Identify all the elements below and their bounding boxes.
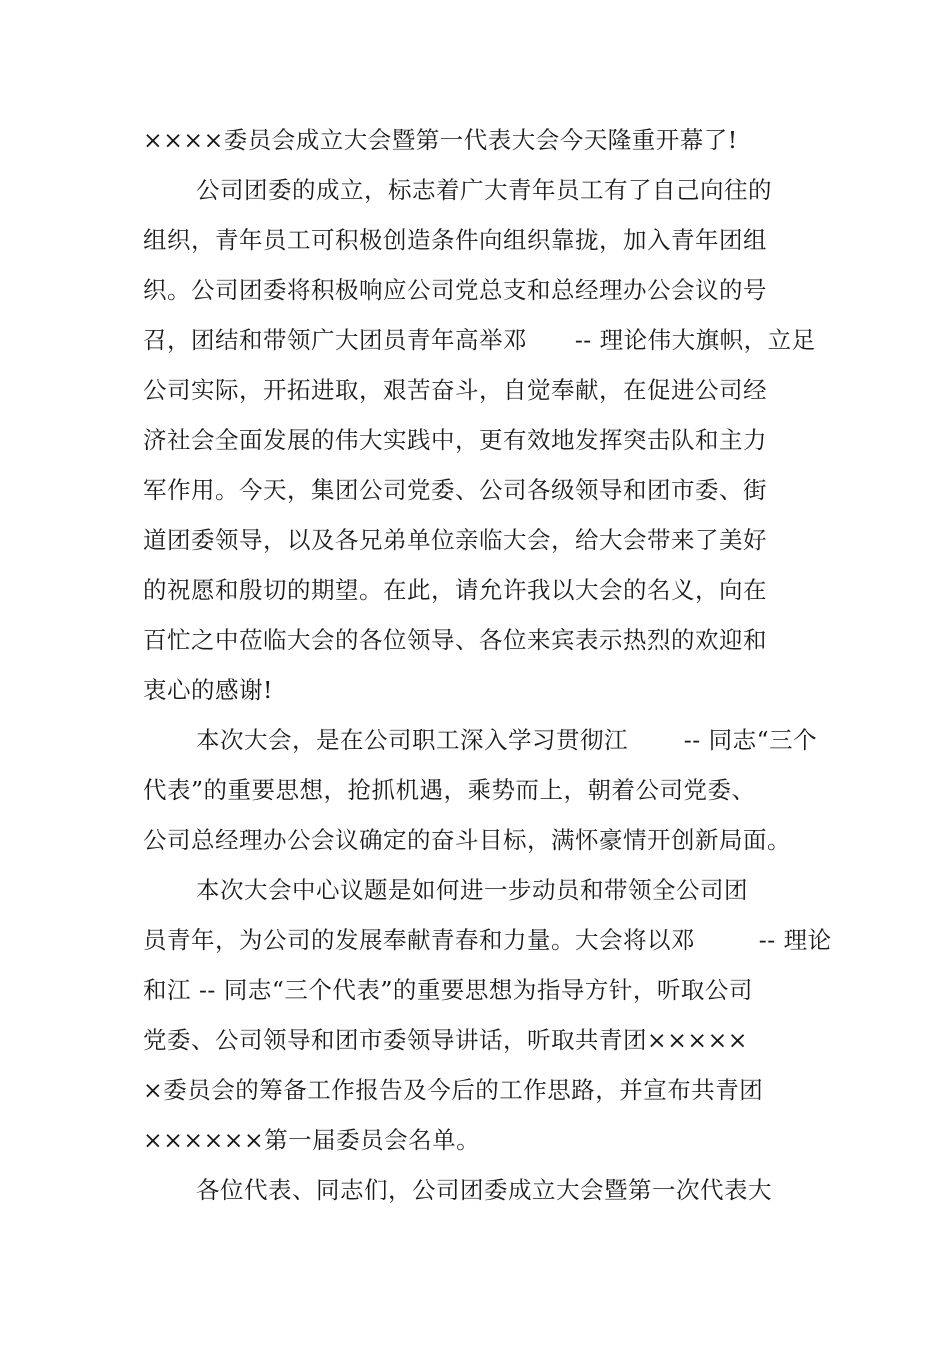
text-line: 衷心的感谢! [143,676,273,704]
paragraph-first-line: 公司团委的成立，标志着广大青年员工有了自己向往的 [196,176,772,204]
text-line: 的祝愿和殷切的期望。在此，请允许我以大会的名义，向在 [143,576,767,604]
text-line: 员青年，为公司的发展奉献青春和力量。大会将以邓 -- 理论 [143,926,832,954]
text-line: 代表”的重要思想，抢抓机遇，乘势而上，朝着公司党委、 [143,776,756,804]
text-line: 百忙之中莅临大会的各位领导、各位来宾表示热烈的欢迎和 [143,626,767,654]
text-line: 组织，青年员工可积极创造条件向组织靠拢，加入青年团组 [143,226,767,254]
text-line: 织。公司团委将积极响应公司党总支和总经理办公会议的号 [143,276,767,304]
paragraph-first-line: 本次大会，是在公司职工深入学习贯彻江 -- 同志“三个 [196,726,818,754]
text-line: 和江 -- 同志“三个代表”的重要思想为指导方针，听取公司 [143,976,753,1004]
text-line: ×委员会的筹备工作报告及今后的工作思路，并宣布共青团 [143,1076,764,1104]
text-line: ××××××第一届委员会名单。 [143,1126,481,1154]
text-line: ××××委员会成立大会暨第一代表大会今天隆重开幕了! [143,126,738,154]
text-line: 公司总经理办公会议确定的奋斗目标，满怀豪情开创新局面。 [143,826,791,854]
text-line: 济社会全面发展的伟大实践中，更有效地发挥突击队和主力 [143,426,767,454]
text-line: 道团委领导，以及各兄弟单位亲临大会，给大会带来了美好 [143,526,767,554]
text-line: 公司实际，开拓进取，艰苦奋斗，自觉奉献，在促进公司经 [143,376,767,404]
paragraph-first-line: 各位代表、同志们，公司团委成立大会暨第一次代表大 [196,1176,772,1204]
paragraph-first-line: 本次大会中心议题是如何进一步动员和带领全公司团 [196,876,748,904]
text-line: 召，团结和带领广大团员青年高举邓 -- 理论伟大旗帜，立足 [143,326,816,354]
text-line: 党委、公司领导和团市委领导讲话，听取共青团××××× [143,1026,748,1054]
text-line: 军作用。今天，集团公司党委、公司各级领导和团市委、街 [143,476,767,504]
